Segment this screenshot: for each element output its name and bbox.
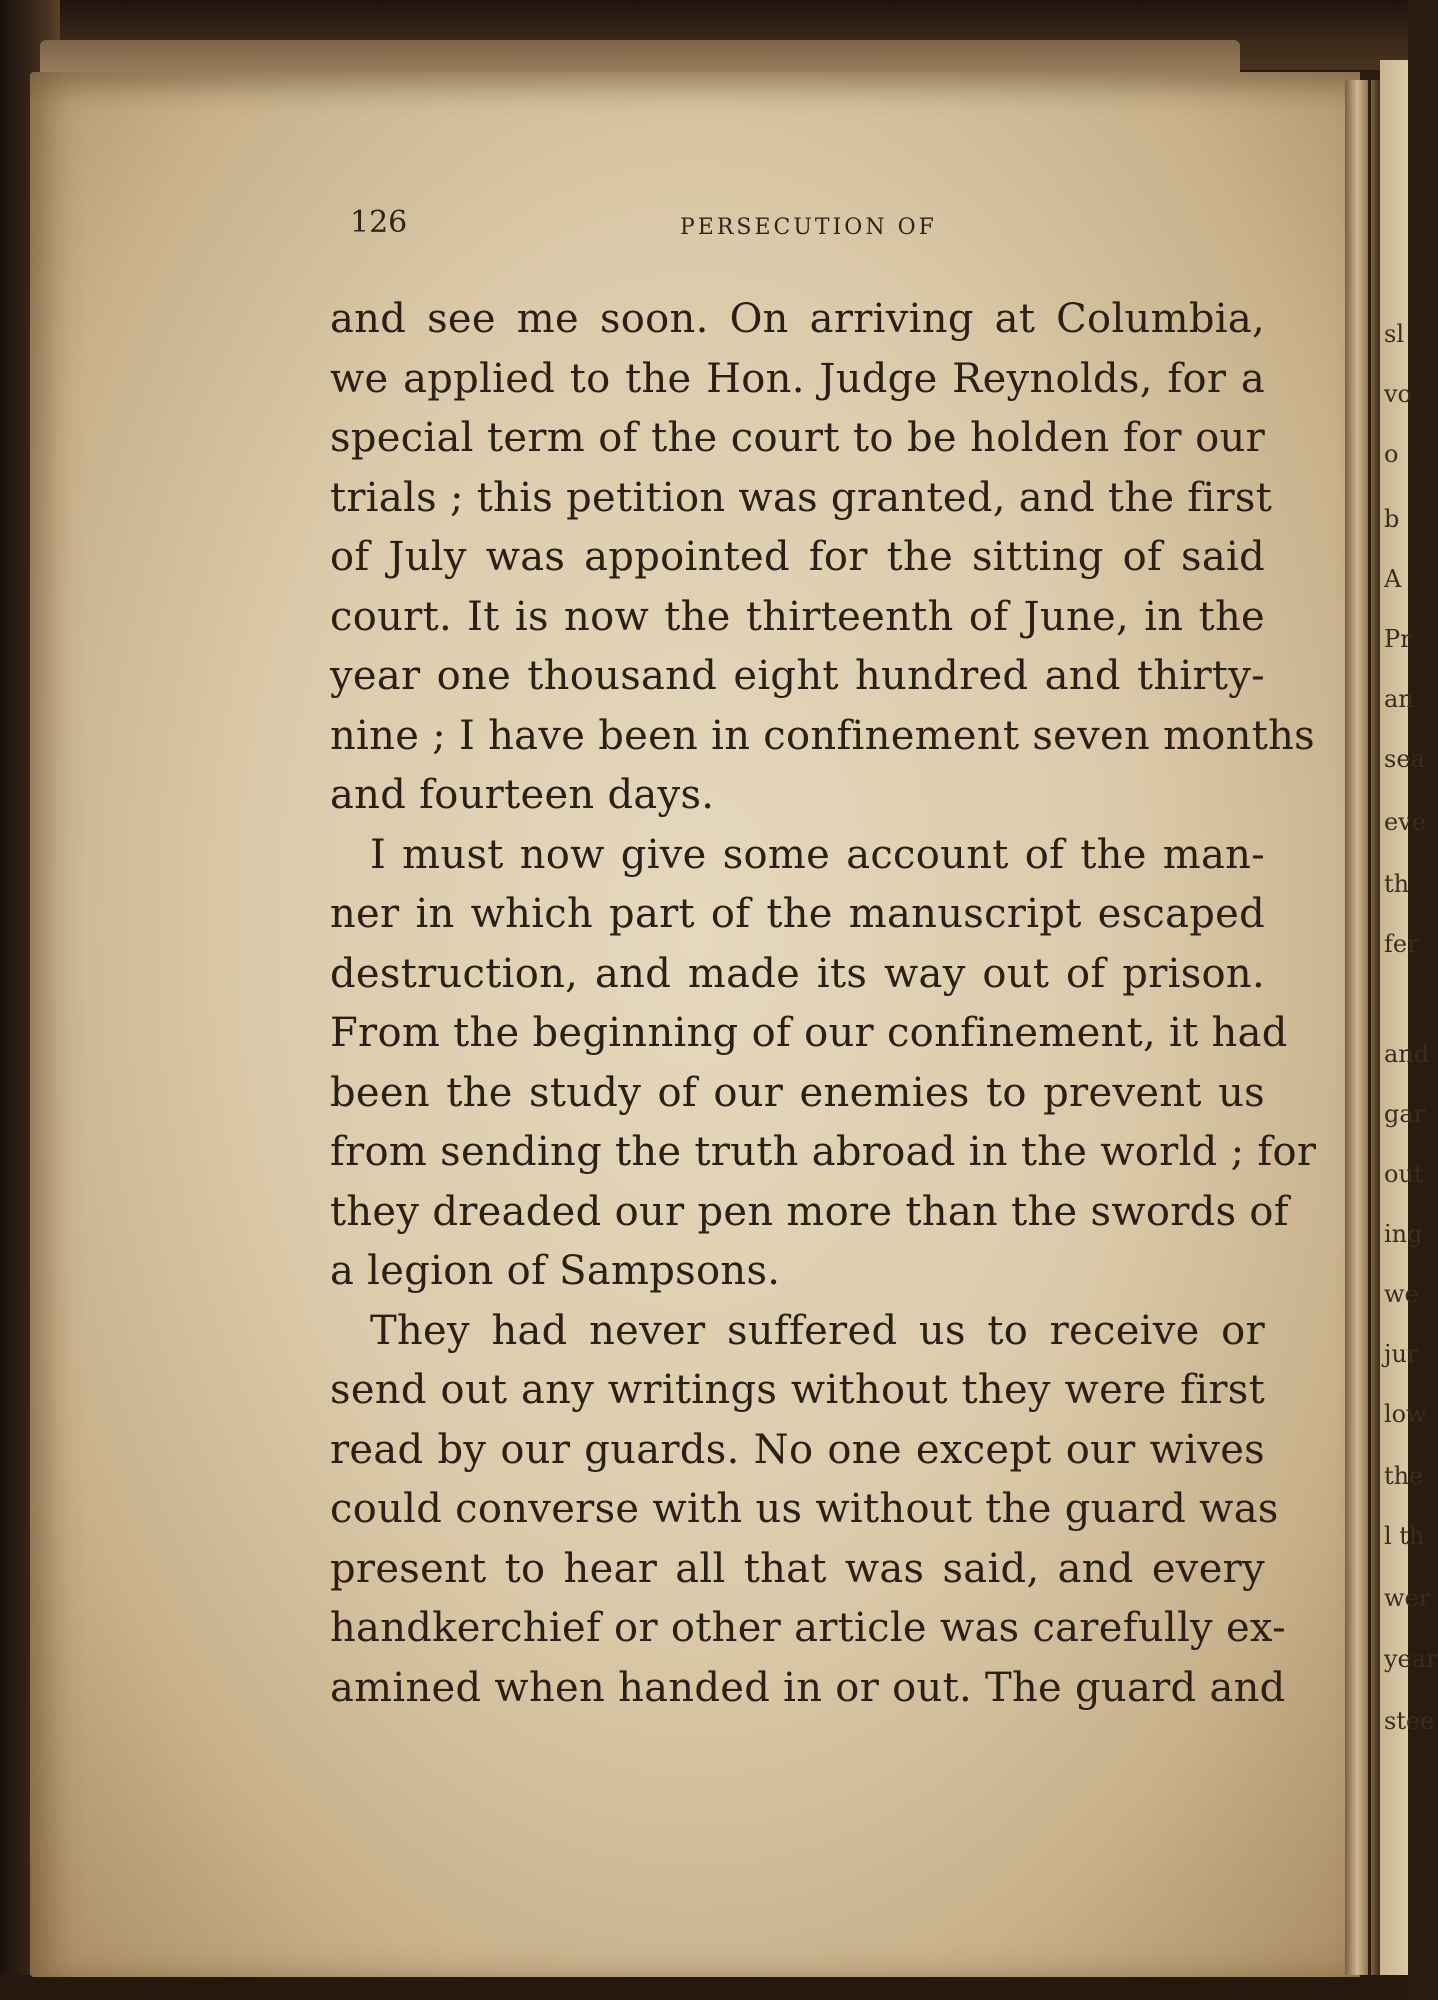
text-line: from sending the truth abroad in the world ; for: [330, 1129, 1317, 1175]
facing-page-fragment: we: [1384, 1280, 1419, 1308]
page-number: 126: [350, 205, 408, 240]
facing-page-fragment: year: [1384, 1645, 1438, 1673]
facing-page-fragment: l th: [1384, 1522, 1425, 1550]
book-gutter: [1345, 80, 1380, 1975]
text-line: nine ; I have been in confinement seven months: [330, 712, 1316, 759]
facing-page-fragment: sl: [1384, 320, 1404, 348]
text-line: been the study of our enemies to prevent us: [330, 1069, 1265, 1116]
text-line: and see me soon. On arriving at Columbia,: [330, 296, 1265, 342]
facing-page-fragment: jur: [1384, 1340, 1419, 1368]
text-line: read by our guards. No one except our wives: [330, 1426, 1265, 1473]
facing-page-fragment: Pr: [1384, 625, 1412, 653]
facing-page-fragment: and: [1384, 1040, 1430, 1068]
facing-page-fragment: ing: [1384, 1220, 1423, 1248]
book-cover-bottom: [0, 1975, 1408, 2000]
text-line: court. It is now the thirteenth of June, in the: [330, 593, 1265, 640]
text-line: ner in which part of the manuscript escaped: [330, 891, 1265, 937]
text-line: we applied to the Hon. Judge Reynolds, for a: [330, 355, 1265, 402]
text-line: trials ; this petition was granted, and the first: [330, 474, 1273, 521]
text-line: handkerchief or other article was carefully ex-: [330, 1605, 1286, 1651]
text-line: They had never suffered us to receive or: [370, 1307, 1265, 1354]
facing-page-fragment: b: [1384, 505, 1400, 533]
text-line: a legion of Sampsons.: [330, 1248, 781, 1294]
facing-page-fragment: low: [1384, 1400, 1427, 1428]
text-line: and fourteen days.: [330, 772, 715, 818]
body-text: [330, 290, 1317, 1718]
facing-page-fragment: th: [1384, 870, 1410, 898]
facing-page-fragment: stee: [1384, 1707, 1435, 1735]
facing-page-fragment: an: [1384, 685, 1414, 713]
facing-page-fragment: wer: [1384, 1584, 1431, 1612]
facing-page-fragment: A: [1384, 565, 1402, 593]
text-line: they dreaded our pen more than the swords of: [330, 1188, 1289, 1235]
text-line: could converse with us without the guard was: [330, 1486, 1279, 1532]
text-line: present to hear all that was said, and every: [330, 1545, 1265, 1592]
text-line: special term of the court to be holden for our: [330, 415, 1265, 461]
text-line: year one thousand eight hundred and thirty-: [330, 653, 1265, 699]
facing-page-fragment: sea: [1384, 745, 1425, 773]
facing-page-fragment: vo: [1384, 380, 1413, 408]
text-line: send out any writings without they were first: [330, 1367, 1265, 1413]
text-line: destruction, and made its way out of prison.: [330, 950, 1265, 997]
text-line: From the beginning of our confinement, it had: [330, 1010, 1288, 1056]
facing-page-fragment: o: [1384, 440, 1399, 468]
gutter-fold: [1368, 80, 1371, 1975]
text-line: I must now give some account of the man-: [370, 831, 1265, 878]
page-header: [350, 205, 1300, 245]
facing-page-fragment: eve: [1384, 808, 1426, 836]
text-line: of July was appointed for the sitting of said: [330, 534, 1265, 580]
facing-page-fragment: gar: [1384, 1100, 1426, 1128]
facing-page-fragment: the: [1384, 1462, 1424, 1490]
text-line: amined when handed in or out. The guard and: [330, 1664, 1286, 1711]
facing-page-fragment: fer: [1384, 930, 1419, 958]
facing-page-fragment: out: [1384, 1160, 1424, 1188]
running-head: PERSECUTION OF: [680, 215, 937, 240]
